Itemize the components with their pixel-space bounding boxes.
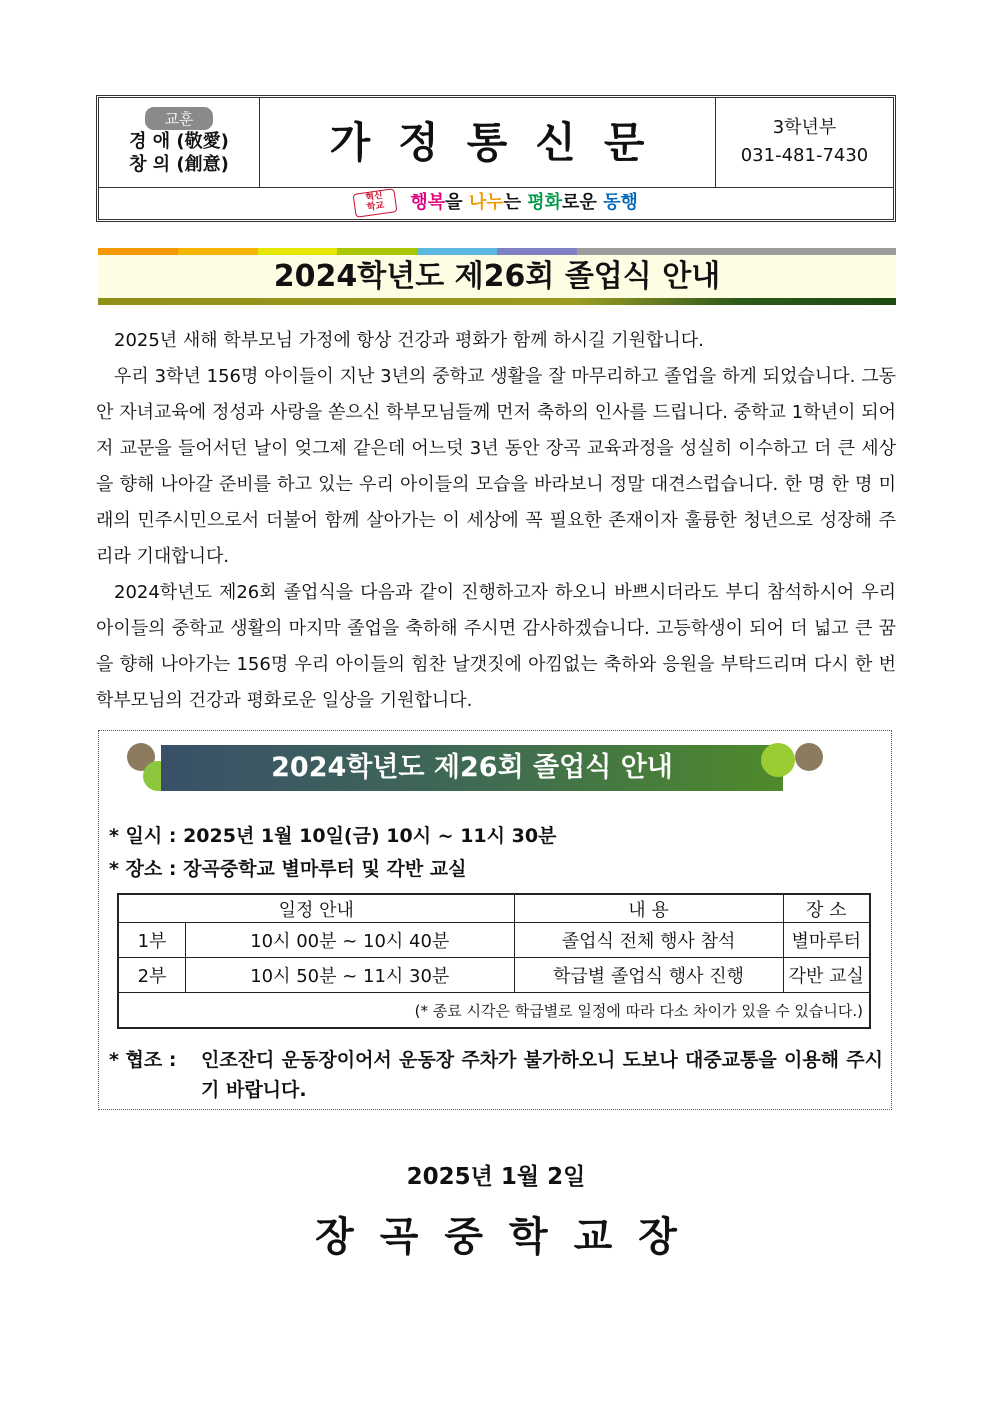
table-row	[118, 923, 870, 958]
content-cell: 졸업식 전체 행사 참석	[514, 923, 783, 958]
stripe-segment	[657, 248, 737, 255]
paragraph: 2025년 새해 학부모님 가정에 항상 건강과 평화가 함께 하시길 기원합니다.	[114, 330, 704, 351]
school-motto	[99, 98, 260, 187]
stripe-segment	[417, 248, 497, 255]
decor-circle	[795, 743, 823, 771]
slogan-word: 평화	[527, 192, 563, 213]
info-title: 2024학년도 제26회 졸업식 안내	[161, 745, 783, 791]
motto-tag: 교훈	[145, 107, 214, 130]
slogan-row	[99, 188, 893, 219]
stripe-segment	[178, 248, 258, 255]
content-cell: 학급별 졸업식 행사 진행	[514, 958, 783, 993]
place-cell: 별마루터	[783, 923, 870, 958]
table-header-row	[118, 894, 870, 923]
motto-line-1: 경 애 (敬愛)	[129, 131, 229, 152]
paragraph: 우리 3학년 156명 아이들이 지난 3년의 중학교 생활을 잘 마무리하고 졸업을 하게 되었습니다. 그동안 자녀교육에 정성과 사랑을 쏟으신 학부모님들께 먼저 축하의 인사를 드립니다. 중학교 1학년이 되어 저 교문을 들어서던 날이 엊그제 같은데 어느덧 3년 동안 장곡 교육과정을 성실히 이수하고 더 큰 세상을 향해 나아갈 준비를 하고 있는 우리 아이들의 모습을 바라보니 정말 대견스럽습니다. 한 명 한 명 미래의 민주시민으로서 더불어 함께 살아가는 이 세상에 꼭 필요한 존재이자 훌륭한 청년으로 성장해 주리라 기대합니다.	[96, 366, 896, 567]
phone-number: 031-481-7430	[740, 145, 869, 166]
slogan-word: 동행	[603, 192, 638, 213]
stripe-segment	[497, 248, 577, 255]
header-content: 내 용	[514, 894, 783, 923]
bottom-stripe	[98, 298, 896, 305]
paragraph: 2024학년도 제26회 졸업식을 다음과 같이 진행하고자 하오니 바쁘시더라도 부디 참석하시어 우리 아이들의 중학교 생활의 마지막 졸업을 축하해 주시면 감사하겠습니다. 고등학생이 되어 더 넓고 큰 꿈을 향해 나아가는 156명 우리 아이들의 힘찬 날갯짓에 아낌없는 축하와 응원을 부탁드리며 다시 한 번 학부모님의 건강과 평화로운 일상을 기원합니다.	[96, 582, 896, 711]
part-cell: 1부	[118, 923, 186, 958]
schedule-note: (* 종료 시각은 학급별로 일정에 따라 다소 차이가 있을 수 있습니다.)	[118, 993, 870, 1029]
header-top-row	[99, 98, 893, 188]
slogan-word: 는	[503, 192, 528, 213]
stripe-segment	[816, 248, 896, 255]
newsletter-title: 가정통신문	[329, 118, 673, 167]
principal-signature: 장곡중학교장	[315, 1214, 703, 1260]
logo-text-1: 혁신	[364, 190, 384, 204]
slogan-word: 을	[445, 192, 469, 213]
motto-line-2: 창 의 (創意)	[129, 154, 229, 175]
slogan-word: 나누	[468, 192, 504, 213]
letter-body	[96, 323, 896, 719]
title-banner	[98, 248, 896, 306]
contact-info	[715, 98, 893, 187]
slogan-word: 로운	[562, 192, 604, 213]
header-place: 장 소	[783, 894, 870, 923]
stripe-segment	[337, 248, 417, 255]
stripe-segment	[736, 248, 816, 255]
table-note-row	[118, 993, 870, 1029]
logo-text-2: 학교	[366, 200, 385, 214]
department: 3학년부	[772, 117, 837, 138]
color-stripe	[98, 248, 896, 255]
table-row	[118, 958, 870, 993]
schedule-table	[117, 893, 871, 1029]
ceremony-datetime: * 일시 : 2025년 1월 10일(금) 10시 ~ 11시 30분	[109, 825, 557, 847]
coop-text: 인조잔디 운동장이어서 운동장 주차가 불가하오니 도보나 대중교통을 이용해 주시기 바랍니다.	[201, 1049, 883, 1101]
header-schedule: 일정 안내	[118, 894, 514, 923]
ceremony-place: * 장소 : 장곡중학교 별마루터 및 각반 교실	[109, 858, 467, 880]
stripe-segment	[98, 248, 178, 255]
document-title: 2024학년도 제26회 졸업식 안내	[98, 255, 896, 298]
stripe-segment	[258, 248, 338, 255]
time-cell: 10시 50분 ~ 11시 30분	[186, 958, 515, 993]
slogan-word: 행복	[410, 192, 446, 213]
ceremony-info-box	[98, 730, 892, 1110]
stripe-segment	[577, 248, 657, 255]
place-cell: 각반 교실	[783, 958, 870, 993]
newsletter-header	[96, 95, 896, 222]
cooperation-notice	[109, 1045, 883, 1101]
coop-label: * 협조 :	[109, 1049, 177, 1071]
part-cell: 2부	[118, 958, 186, 993]
innovation-school-logo	[353, 188, 398, 218]
issue-date: 2025년 1월 2일	[406, 1164, 586, 1190]
decor-circle	[761, 743, 795, 777]
time-cell: 10시 00분 ~ 10시 40분	[186, 923, 515, 958]
